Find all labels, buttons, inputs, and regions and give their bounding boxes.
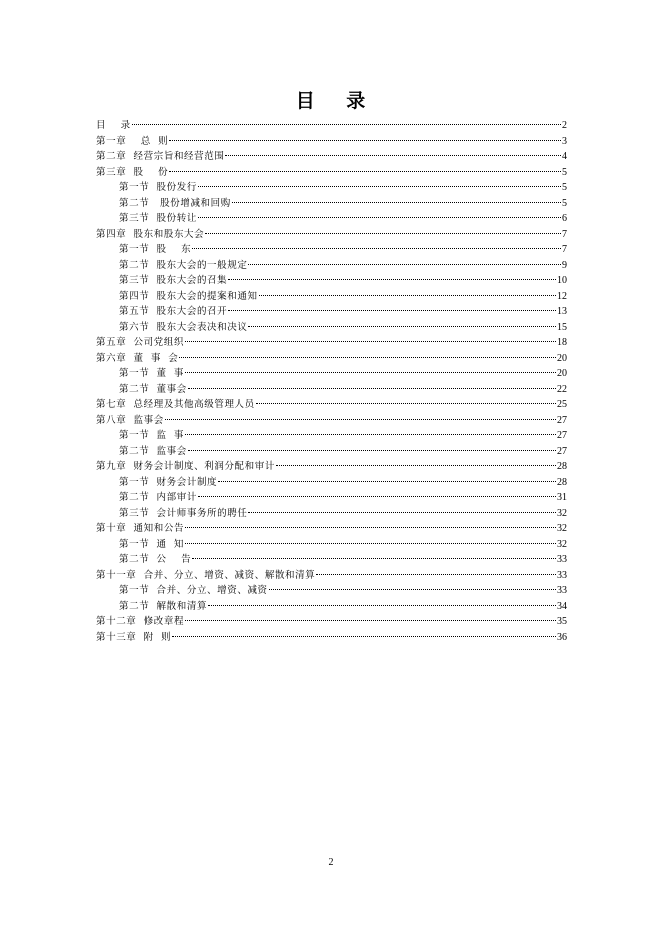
toc-entry-label: 第六节 股东大会表决和决议 bbox=[119, 321, 248, 333]
dot-leader bbox=[225, 155, 561, 156]
toc-entry[interactable] bbox=[96, 149, 567, 165]
dot-leader bbox=[169, 171, 561, 172]
dot-leader bbox=[256, 403, 556, 404]
toc-entry[interactable] bbox=[96, 614, 567, 630]
toc-entry-label: 第九章 财务会计制度、利润分配和审计 bbox=[96, 461, 275, 472]
dot-leader bbox=[198, 496, 556, 497]
toc-entry-label: 第三章 股 份 bbox=[96, 166, 169, 178]
toc-entry-page: 10 bbox=[557, 275, 567, 286]
toc-entry-label: 第一节 董 事 bbox=[119, 368, 184, 379]
toc-entry-page: 6 bbox=[562, 213, 567, 224]
toc-entry[interactable] bbox=[96, 599, 567, 615]
toc-entry[interactable] bbox=[96, 583, 567, 599]
toc-entry[interactable] bbox=[96, 459, 567, 475]
toc-entry-page: 28 bbox=[557, 476, 567, 488]
toc-entry[interactable] bbox=[96, 242, 567, 258]
toc-entry[interactable] bbox=[96, 444, 567, 460]
toc-entry[interactable] bbox=[96, 304, 567, 320]
toc-entry-label: 第七章 总经理及其他高级管理人员 bbox=[96, 399, 255, 410]
toc-entry[interactable] bbox=[96, 211, 567, 227]
toc-entry-page: 36 bbox=[557, 631, 567, 643]
toc-entry-label: 第四章 股东和股东大会 bbox=[96, 228, 205, 240]
toc-entry-page: 33 bbox=[557, 569, 567, 581]
toc-entry-label: 第二节 监事会 bbox=[119, 445, 187, 457]
toc-entry-label: 第二节 内部审计 bbox=[119, 492, 197, 503]
dot-leader bbox=[248, 512, 556, 513]
toc-entry[interactable] bbox=[96, 428, 567, 444]
toc-entry-page: 12 bbox=[557, 290, 567, 302]
dot-leader bbox=[172, 636, 556, 637]
toc-entry-page: 33 bbox=[557, 554, 567, 565]
dot-leader bbox=[228, 310, 556, 311]
dot-leader bbox=[179, 357, 556, 358]
dot-leader bbox=[132, 124, 561, 125]
dot-leader bbox=[248, 326, 556, 327]
dot-leader bbox=[185, 620, 556, 621]
toc-entry-page: 25 bbox=[557, 399, 567, 410]
toc-entry[interactable] bbox=[96, 366, 567, 382]
dot-leader bbox=[228, 279, 556, 280]
page-title: 目 录 bbox=[295, 90, 367, 112]
toc-entry[interactable] bbox=[96, 537, 567, 553]
toc-entry-label: 第一节 通 知 bbox=[119, 538, 184, 550]
toc-entry-page: 5 bbox=[562, 166, 567, 178]
toc-entry-label: 第六章 董 事 会 bbox=[96, 352, 179, 364]
dot-leader bbox=[185, 543, 556, 544]
toc-entry-label: 第三节 股份转让 bbox=[119, 213, 197, 224]
toc-entry[interactable] bbox=[96, 382, 567, 398]
toc-entry[interactable] bbox=[96, 397, 567, 413]
dot-leader bbox=[185, 527, 556, 528]
toc-entry-page: 28 bbox=[557, 461, 567, 472]
toc-entry-page: 32 bbox=[557, 538, 567, 550]
dot-leader bbox=[269, 589, 556, 590]
dot-leader bbox=[205, 233, 561, 234]
toc-entry[interactable] bbox=[96, 289, 567, 305]
toc-entry-page: 31 bbox=[557, 492, 567, 503]
toc-entry[interactable] bbox=[96, 506, 567, 522]
toc-entry[interactable] bbox=[96, 227, 567, 243]
dot-leader bbox=[276, 465, 556, 466]
toc-entry[interactable] bbox=[96, 273, 567, 289]
toc-entry-page: 27 bbox=[557, 414, 567, 426]
toc-entry-label: 第八章 监事会 bbox=[96, 414, 164, 426]
dot-leader bbox=[165, 419, 556, 420]
toc-entry-page: 7 bbox=[562, 244, 567, 255]
toc-entry-page: 13 bbox=[557, 306, 567, 317]
toc-entry-label: 第五章 公司党组织 bbox=[96, 337, 185, 348]
dot-leader bbox=[316, 574, 556, 575]
toc-entry-label: 第十章 通知和公告 bbox=[96, 523, 185, 534]
toc-entry[interactable] bbox=[96, 552, 567, 568]
dot-leader bbox=[188, 450, 556, 451]
dot-leader bbox=[192, 558, 556, 559]
dot-leader bbox=[185, 341, 556, 342]
toc-entry[interactable] bbox=[96, 134, 567, 150]
toc-entry-label: 第四节 股东大会的提案和通知 bbox=[119, 290, 258, 302]
toc-entry-page: 27 bbox=[557, 445, 567, 457]
toc-entry-label: 第一节 财务会计制度 bbox=[119, 476, 218, 488]
dot-leader bbox=[259, 295, 556, 296]
toc-entry-page: 35 bbox=[557, 616, 567, 627]
dot-leader bbox=[188, 388, 556, 389]
dot-leader bbox=[248, 264, 561, 265]
toc-entry-page: 18 bbox=[557, 337, 567, 348]
toc-entry-label: 第一节 股 东 bbox=[119, 244, 192, 255]
toc-entry-label: 第十二章 修改章程 bbox=[96, 616, 185, 627]
table-of-contents bbox=[96, 118, 567, 645]
toc-entry[interactable] bbox=[96, 490, 567, 506]
toc-entry-label: 第十三章 附 则 bbox=[96, 631, 172, 643]
toc-entry-label: 第二节 股份增减和回购 bbox=[119, 197, 231, 209]
toc-entry-label: 第二节 公 告 bbox=[119, 554, 192, 565]
toc-entry[interactable] bbox=[96, 475, 567, 491]
toc-entry-label: 第三节 股东大会的召集 bbox=[119, 275, 228, 286]
dot-leader bbox=[232, 202, 561, 203]
toc-entry-page: 33 bbox=[557, 585, 567, 596]
toc-entry[interactable] bbox=[96, 413, 567, 429]
toc-entry-page: 4 bbox=[562, 151, 567, 162]
toc-entry-label: 第二节 解散和清算 bbox=[119, 600, 208, 612]
toc-entry-page: 22 bbox=[557, 383, 567, 395]
toc-entry[interactable] bbox=[96, 118, 567, 134]
toc-entry-page: 20 bbox=[557, 352, 567, 364]
toc-entry[interactable] bbox=[96, 630, 567, 646]
toc-entry-label: 第二章 经营宗旨和经营范围 bbox=[96, 151, 225, 162]
toc-entry-page: 32 bbox=[557, 523, 567, 534]
toc-entry-page: 5 bbox=[562, 182, 567, 193]
toc-entry-label: 第二节 董事会 bbox=[119, 383, 187, 395]
toc-entry-page: 32 bbox=[557, 507, 567, 519]
toc-entry[interactable] bbox=[96, 258, 567, 274]
toc-entry-page: 9 bbox=[562, 259, 567, 271]
toc-entry-page: 3 bbox=[562, 135, 567, 147]
toc-entry-page: 7 bbox=[562, 228, 567, 240]
toc-entry-label: 第二节 股东大会的一般规定 bbox=[119, 259, 248, 271]
toc-entry-label: 第一节 合并、分立、增资、减资 bbox=[119, 585, 268, 596]
toc-entry[interactable] bbox=[96, 521, 567, 537]
toc-entry-page: 20 bbox=[557, 368, 567, 379]
dot-leader bbox=[185, 372, 556, 373]
toc-entry-page: 15 bbox=[557, 321, 567, 333]
toc-entry[interactable] bbox=[96, 165, 567, 181]
toc-entry-label: 第一节 股份发行 bbox=[119, 182, 197, 193]
toc-entry-label: 第三节 会计师事务所的聘任 bbox=[119, 507, 248, 519]
toc-entry-label: 第十一章 合并、分立、增资、减资、解散和清算 bbox=[96, 569, 316, 581]
dot-leader bbox=[185, 434, 556, 435]
toc-entry[interactable] bbox=[96, 196, 567, 212]
toc-entry-label: 目 录 bbox=[96, 120, 131, 131]
toc-entry-page: 27 bbox=[557, 430, 567, 441]
dot-leader bbox=[208, 605, 556, 606]
toc-entry[interactable] bbox=[96, 335, 567, 351]
toc-entry-label: 第一节 监 事 bbox=[119, 430, 184, 441]
toc-entry-label: 第一章 总 则 bbox=[96, 135, 169, 147]
dot-leader bbox=[198, 217, 561, 218]
toc-entry[interactable] bbox=[96, 351, 567, 367]
dot-leader bbox=[218, 481, 556, 482]
toc-entry[interactable] bbox=[96, 568, 567, 584]
toc-entry[interactable] bbox=[96, 180, 567, 196]
toc-entry-page: 34 bbox=[557, 600, 567, 612]
dot-leader bbox=[192, 248, 561, 249]
toc-entry-page: 5 bbox=[562, 197, 567, 209]
toc-entry-page: 2 bbox=[562, 120, 567, 131]
toc-entry[interactable] bbox=[96, 320, 567, 336]
dot-leader bbox=[169, 140, 561, 141]
page-number: 2 bbox=[328, 857, 334, 868]
dot-leader bbox=[198, 186, 561, 187]
toc-entry-label: 第五节 股东大会的召开 bbox=[119, 306, 228, 317]
